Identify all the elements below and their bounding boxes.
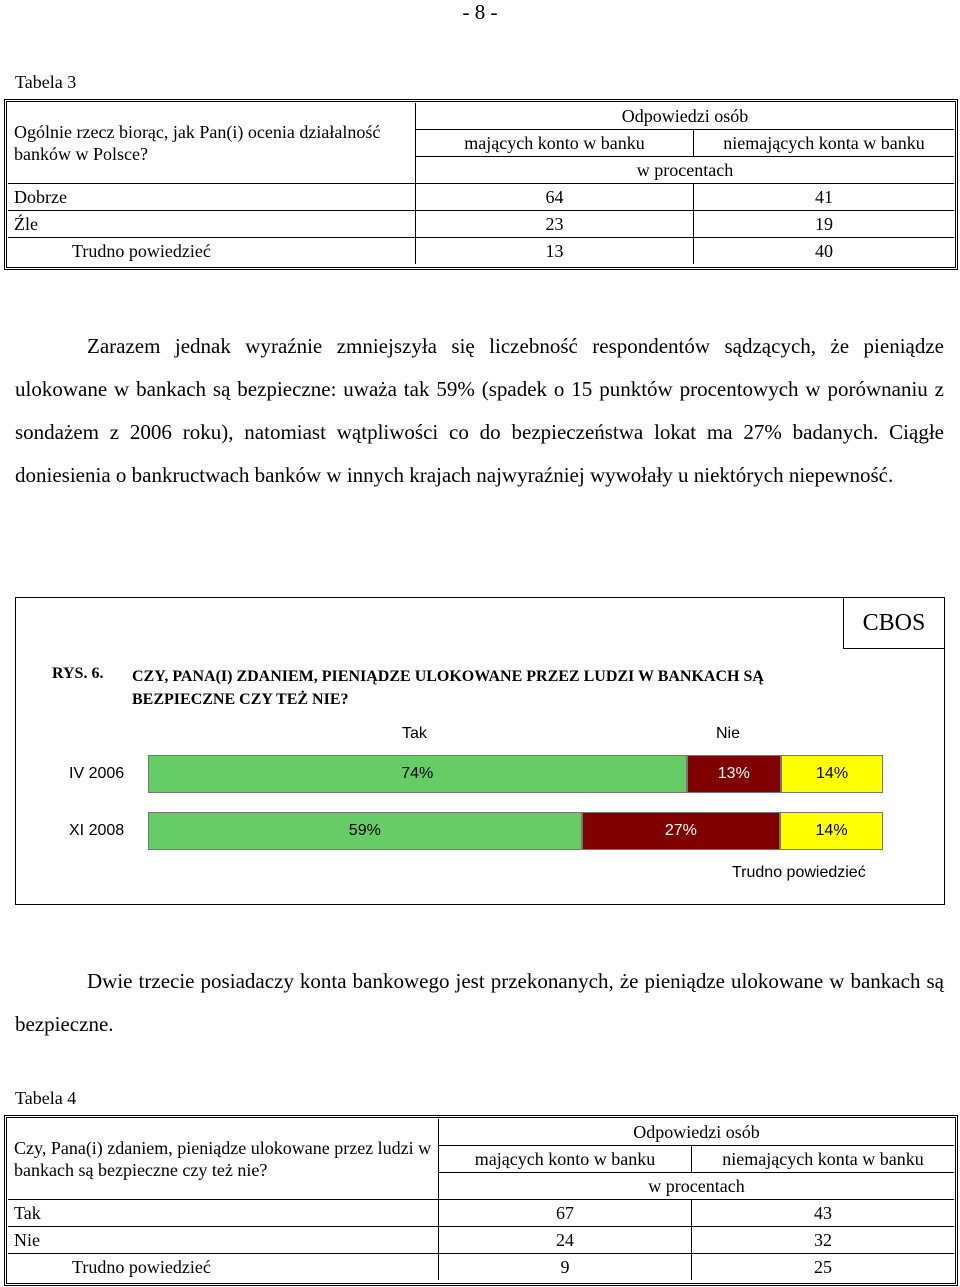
bar-segment: 59% (148, 812, 582, 850)
table4-col2-header: niemających konta w banku (692, 1146, 955, 1173)
bar-segment: 27% (582, 812, 780, 850)
row-value: 41 (694, 184, 955, 211)
table3-header-group: Odpowiedzi osób (416, 103, 955, 130)
cbos-logo: CBOS (843, 597, 945, 649)
table4-unit: w procentach (439, 1173, 955, 1200)
table-row (8, 1200, 954, 1227)
row-label: Tak (8, 1200, 439, 1227)
figure-number: RYS. 6. (52, 665, 104, 682)
bar-category-label: XI 2008 (69, 822, 125, 839)
row-label: Trudno powiedzieć (8, 1254, 439, 1281)
paragraph-2-text: Dwie trzecie posiadaczy konta bankowego jest przekonanych, że pieniądze ulokowane w bankach są bezpieczne. (15, 969, 944, 1036)
table-row (8, 238, 954, 265)
row-value: 25 (692, 1254, 955, 1281)
row-value: 13 (416, 238, 694, 265)
row-value: 23 (416, 211, 694, 238)
legend-nie: Nie (716, 725, 741, 742)
table4-caption: Tabela 4 (15, 1088, 77, 1108)
table4-header-group: Odpowiedzi osób (439, 1119, 955, 1146)
row-value: 24 (439, 1227, 692, 1254)
table3-unit: w procentach (416, 157, 955, 184)
bar-segment: 14% (781, 755, 883, 793)
table4 (8, 1119, 954, 1280)
figure-title: CZY, PANA(I) ZDANIEM, PIENIĄDZE ULOKOWANE PRZEZ LUDZI W BANKACH SĄ BEZPIECZNE CZY TEŻ NIE? (132, 668, 764, 708)
legend-trudno: Trudno powiedzieć (732, 864, 866, 881)
table-row (8, 1254, 954, 1281)
row-label: Trudno powiedzieć (8, 238, 416, 265)
row-label: Nie (8, 1227, 439, 1254)
figure-box (15, 597, 945, 905)
row-value: 32 (692, 1227, 955, 1254)
row-label: Źle (8, 211, 416, 238)
row-value: 19 (694, 211, 955, 238)
legend-tak: Tak (402, 725, 427, 742)
table3-caption: Tabela 3 (15, 72, 77, 92)
table-row (8, 1227, 954, 1254)
table3-question: Ogólnie rzecz biorąc, jak Pan(i) ocenia działalność banków w Polsce? (8, 103, 416, 184)
row-value: 43 (692, 1200, 955, 1227)
paragraph-1 (15, 325, 944, 497)
row-label: Dobrze (8, 184, 416, 211)
bar-category-label: IV 2006 (69, 765, 125, 782)
paragraph-1-text: Zarazem jednak wyraźnie zmniejszyła się liczebność respondentów sądzących, że pieniądze ulokowane w bankach są bezpieczne: uważa tak 59% (spadek o 15 punktów procentowych w porównaniu z sondażem z 2006 roku), natomiast wątpliwości co do bezpieczeństwa lokat ma 27% badanych. Ciągłe doniesienia o bankructwach banków w innych krajach najwyraźniej wywołały u niektórych niepewność. (15, 334, 944, 487)
page-number: - 8 - (462, 0, 498, 24)
row-value: 64 (416, 184, 694, 211)
row-value: 40 (694, 238, 955, 265)
row-value: 9 (439, 1254, 692, 1281)
table3-col1-header: mających konto w banku (416, 130, 694, 157)
table-row (8, 211, 954, 238)
bar-segment: 74% (148, 755, 687, 793)
table4-question: Czy, Pana(i) zdaniem, pieniądze ulokowane przez ludzi w bankach są bezpieczne czy też nie? (8, 1119, 439, 1200)
table4-col1-header: mających konto w banku (439, 1146, 692, 1173)
table3 (8, 103, 954, 264)
table-row (8, 184, 954, 211)
bar-segment: 13% (687, 755, 782, 793)
paragraph-2 (15, 960, 944, 1046)
bar-segment: 14% (780, 812, 883, 850)
table3-col2-header: niemających konta w banku (694, 130, 955, 157)
row-value: 67 (439, 1200, 692, 1227)
